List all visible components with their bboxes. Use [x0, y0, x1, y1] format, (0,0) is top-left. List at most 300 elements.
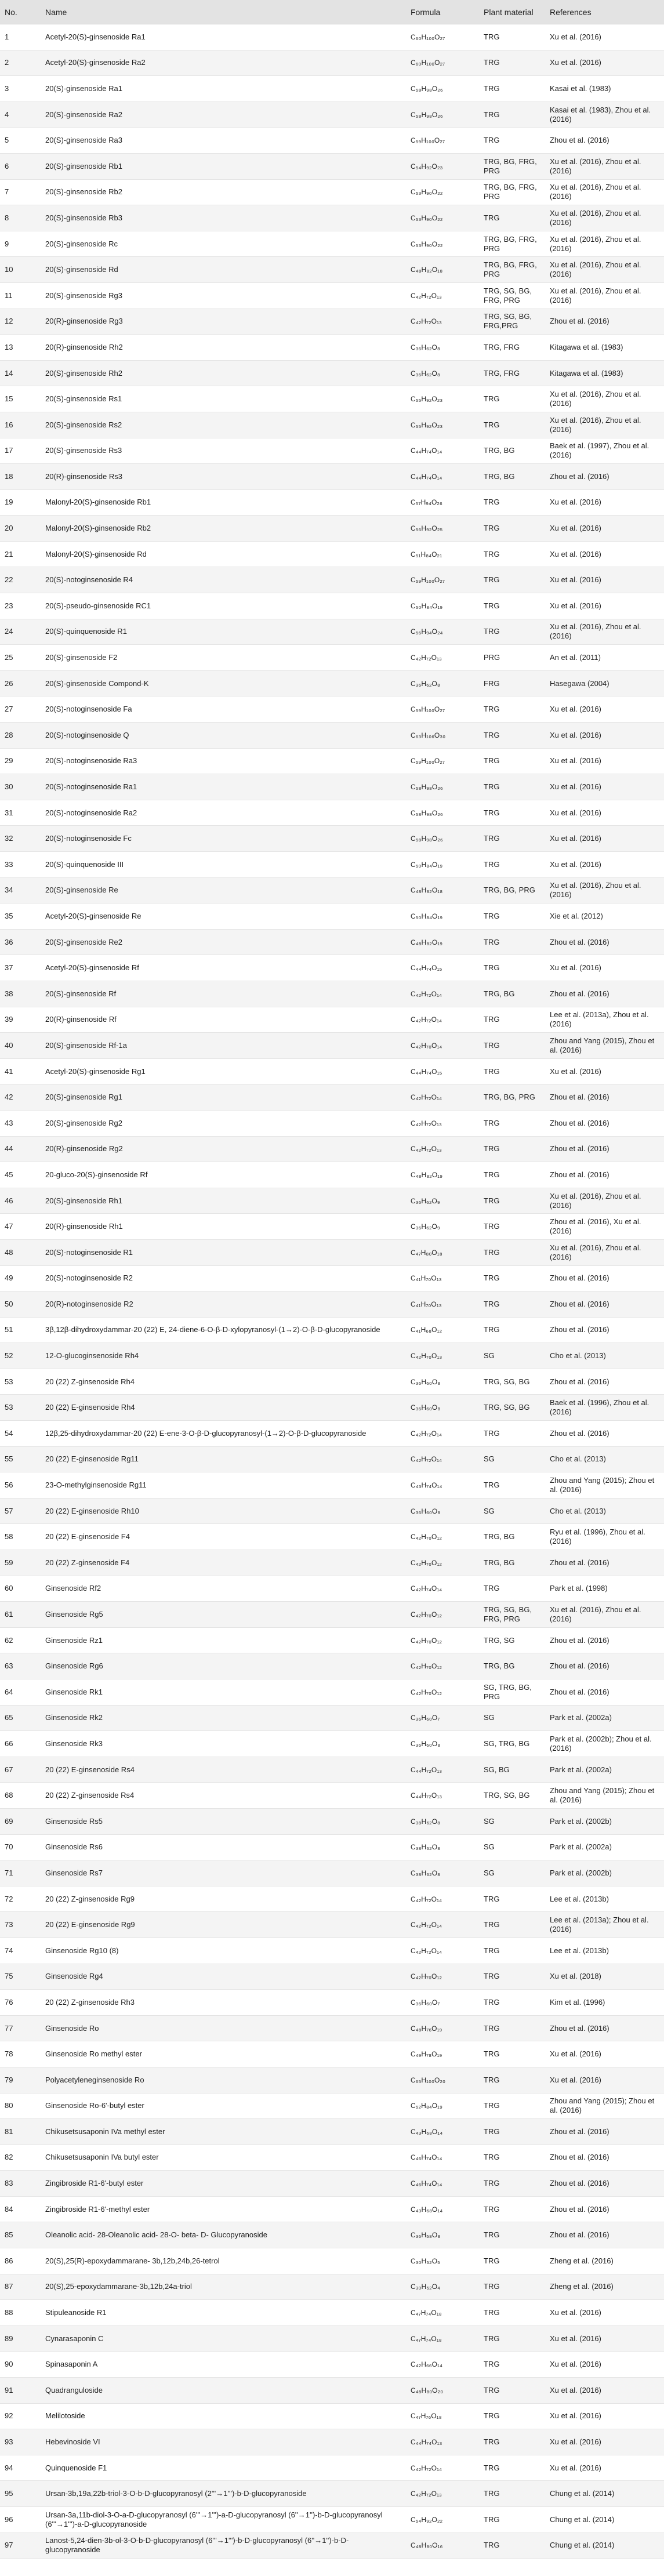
- cell-references: Zhou et al. (2016): [545, 1084, 664, 1111]
- cell-plant-material: TRG: [479, 1110, 545, 1136]
- cell-no: 3: [0, 76, 41, 102]
- cell-references: Zhou et al. (2016): [545, 1369, 664, 1395]
- cell-no: 82: [0, 2145, 41, 2171]
- table-row: [0, 1007, 664, 1033]
- cell-formula: C₄₂H₇₂O₁₄: [406, 1421, 479, 1447]
- cell-name: 20(S)-ginsenoside Rg2: [41, 1110, 406, 1136]
- cell-no: 52: [0, 1343, 41, 1369]
- cell-no: 40: [0, 1033, 41, 1059]
- cell-name: Acetyl-20(S)-ginsenoside Re: [41, 904, 406, 930]
- table-row: [0, 1757, 664, 1783]
- cell-plant-material: TRG: [479, 1964, 545, 1990]
- cell-formula: C₃₈H₆₂O₈: [406, 1808, 479, 1834]
- table-row: [0, 826, 664, 852]
- table-row: [0, 2248, 664, 2274]
- cell-name: Ginsenoside Rk1: [41, 1679, 406, 1706]
- cell-name: 20(S)-ginsenoside Ra1: [41, 76, 406, 102]
- table-row: [0, 1058, 664, 1084]
- cell-formula: C₄₂H₇₂O₁₃: [406, 1110, 479, 1136]
- cell-formula: C₃₀H₅₂O₄: [406, 2274, 479, 2300]
- cell-plant-material: TRG: [479, 748, 545, 774]
- header-plant-material: Plant material: [479, 0, 545, 24]
- cell-formula: C₄₂H₇₀O₁₄: [406, 1033, 479, 1059]
- table-row: [0, 1731, 664, 1757]
- table-row: [0, 2145, 664, 2171]
- table-row: [0, 1343, 664, 1369]
- cell-name: 20 (22) E-ginsenoside Rh4: [41, 1395, 406, 1421]
- cell-plant-material: TRG: [479, 2248, 545, 2274]
- cell-references: Xu et al. (2016): [545, 2352, 664, 2378]
- cell-plant-material: SG: [479, 1834, 545, 1860]
- cell-plant-material: TRG: [479, 904, 545, 930]
- cell-formula: C₄₃H₆₈O₁₄: [406, 2119, 479, 2145]
- table-row: [0, 1627, 664, 1653]
- cell-name: 20(S)-notoginsenoside Ra2: [41, 800, 406, 826]
- cell-references: Xu et al. (2016): [545, 955, 664, 981]
- cell-formula: C₅₃H₉₀O₂₂: [406, 205, 479, 231]
- cell-plant-material: TRG: [479, 774, 545, 800]
- cell-name: Ginsenoside Ro: [41, 2015, 406, 2041]
- cell-formula: C₃₆H₆₀O₈: [406, 1369, 479, 1395]
- cell-plant-material: SG, TRG, BG, PRG: [479, 1679, 545, 1706]
- cell-formula: C₆₀H₁₀₀O₂₇: [406, 50, 479, 76]
- cell-name: 20(S),25(R)-epoxydammarane- 3b,12b,24b,26-tetrol: [41, 2248, 406, 2274]
- cell-no: 43: [0, 1110, 41, 1136]
- table-row: [0, 179, 664, 205]
- cell-plant-material: SG: [479, 1705, 545, 1731]
- cell-name: 20(S)-ginsenoside Rb1: [41, 153, 406, 179]
- cell-references: Xu et al. (2016): [545, 489, 664, 516]
- cell-formula: C₃₆H₆₂O₉: [406, 1188, 479, 1214]
- cell-plant-material: TRG, SG, BG, FRG, PRG: [479, 282, 545, 309]
- cell-no: 50: [0, 1291, 41, 1318]
- cell-no: 72: [0, 1886, 41, 1912]
- cell-no: 93: [0, 2429, 41, 2455]
- table-row: [0, 1498, 664, 1524]
- cell-no: 24: [0, 619, 41, 645]
- cell-references: Kitagawa et al. (1983): [545, 335, 664, 361]
- cell-no: 76: [0, 1990, 41, 2016]
- cell-no: 62: [0, 1627, 41, 1653]
- cell-name: 20 (22) E-ginsenoside Rs4: [41, 1757, 406, 1783]
- cell-no: 71: [0, 1860, 41, 1886]
- cell-formula: C₄₁H₆₈O₁₂: [406, 1317, 479, 1343]
- cell-plant-material: TRG, BG, FRG, PRG: [479, 179, 545, 205]
- cell-references: Xu et al. (2016), Zhou et al. (2016): [545, 205, 664, 231]
- table-row: [0, 309, 664, 335]
- cell-formula: C₄₂H₇₀O₁₂: [406, 1627, 479, 1653]
- cell-name: 20(S)-ginsenoside Rh2: [41, 360, 406, 386]
- cell-name: Malonyl-20(S)-ginsenoside Rd: [41, 541, 406, 567]
- cell-references: Lee et al. (2013a); Zhou et al. (2016): [545, 1912, 664, 1938]
- cell-plant-material: TRG: [479, 2325, 545, 2352]
- cell-no: 66: [0, 1731, 41, 1757]
- table-row: [0, 516, 664, 542]
- cell-name: Lanost-5,24-dien-3b-ol-3-O-b-D-glucopyranosyl (6'''→1''')-b-D-glucopyranosyl (6''→1'')-b-D-glucopyranoside: [41, 2533, 406, 2559]
- cell-references: Zhou et al. (2016): [545, 1265, 664, 1291]
- table-row: [0, 2093, 664, 2119]
- table-row: [0, 1188, 664, 1214]
- cell-formula: C₄₄H₇₂O₁₃: [406, 1783, 479, 1809]
- cell-formula: C₅₃H₉₀O₂₂: [406, 231, 479, 257]
- cell-plant-material: SG: [479, 1860, 545, 1886]
- cell-plant-material: TRG: [479, 205, 545, 231]
- cell-no: 69: [0, 1808, 41, 1834]
- cell-name: Chikusetsusaponin IVa butyl ester: [41, 2145, 406, 2171]
- cell-formula: C₄₈H₈₀O₁₆: [406, 2533, 479, 2559]
- cell-references: Zhou et al. (2016): [545, 1679, 664, 1706]
- cell-formula: C₄₈H₈₂O₁₉: [406, 929, 479, 955]
- cell-plant-material: TRG, BG: [479, 981, 545, 1007]
- cell-formula: C₄₂H₇₂O₁₄: [406, 1446, 479, 1472]
- cell-formula: C₄₇H₈₀O₁₈: [406, 1239, 479, 1265]
- cell-name: 20(S)-ginsenoside Compond-K: [41, 670, 406, 696]
- cell-name: 20(S)-notoginsenoside Ra3: [41, 748, 406, 774]
- cell-references: Xie et al. (2012): [545, 904, 664, 930]
- cell-name: 20 (22) E-ginsenoside Rg11: [41, 1446, 406, 1472]
- cell-name: Malonyl-20(S)-ginsenoside Rb1: [41, 489, 406, 516]
- cell-no: 85: [0, 2222, 41, 2248]
- cell-name: 12-O-glucoginsenoside Rh4: [41, 1343, 406, 1369]
- cell-name: 20(S)-notoginsenoside Fa: [41, 696, 406, 723]
- cell-references: Xu et al. (2016): [545, 2300, 664, 2326]
- cell-formula: C₅₈H₉₈O₂₆: [406, 101, 479, 128]
- cell-formula: C₅₄H₉₂O₂₂: [406, 2507, 479, 2533]
- cell-name: Polyacetyleneginsenoside Ro: [41, 2067, 406, 2093]
- cell-references: Lee et al. (2013b): [545, 1886, 664, 1912]
- cell-references: Chung et al. (2014): [545, 2507, 664, 2533]
- cell-plant-material: TRG, BG: [479, 1653, 545, 1679]
- cell-references: Xu et al. (2016), Zhou et al. (2016): [545, 282, 664, 309]
- table-row: [0, 1291, 664, 1318]
- cell-formula: C₃₈H₆₂O₈: [406, 1834, 479, 1860]
- cell-plant-material: TRG: [479, 1421, 545, 1447]
- cell-plant-material: TRG: [479, 2067, 545, 2093]
- cell-name: 20(R)-ginsenoside Rh1: [41, 1214, 406, 1240]
- cell-formula: C₄₃H₇₄O₁₄: [406, 1472, 479, 1499]
- cell-no: 94: [0, 2455, 41, 2481]
- cell-no: 37: [0, 955, 41, 981]
- cell-references: Xu et al. (2016), Zhou et al. (2016): [545, 153, 664, 179]
- cell-formula: C₅₆H₉₂O₂₅: [406, 516, 479, 542]
- cell-name: 20(S)-ginsenoside Rf-1a: [41, 1033, 406, 1059]
- table-row: [0, 541, 664, 567]
- cell-formula: C₃₆H₆₀O₈: [406, 1395, 479, 1421]
- cell-plant-material: TRG: [479, 412, 545, 438]
- cell-formula: C₅₈H₉₈O₂₆: [406, 76, 479, 102]
- table-row: [0, 2222, 664, 2248]
- cell-no: 55: [0, 1446, 41, 1472]
- cell-no: 1: [0, 24, 41, 50]
- cell-formula: C₅₀H₈₄O₁₉: [406, 593, 479, 619]
- cell-formula: C₅₆H₉₄O₂₄: [406, 619, 479, 645]
- cell-references: Xu et al. (2016): [545, 2378, 664, 2404]
- cell-references: Xu et al. (2018): [545, 1964, 664, 1990]
- cell-no: 27: [0, 696, 41, 723]
- cell-no: 18: [0, 464, 41, 490]
- cell-name: Ursan-3a,11b-diol-3-O-a-D-glucopyranosyl (6'''→1''')-a-D-glucopyranosyl (6''→1'')-b-D-glucopyranosyl (6'''→1''')-a-D-glucopyranoside: [41, 2507, 406, 2533]
- table-row: [0, 1265, 664, 1291]
- cell-formula: C₄₂H₇₂O₁₃: [406, 2481, 479, 2507]
- cell-plant-material: TRG, BG, FRG, PRG: [479, 153, 545, 179]
- cell-plant-material: TRG: [479, 1007, 545, 1033]
- cell-no: 74: [0, 1938, 41, 1964]
- cell-no: 16: [0, 412, 41, 438]
- cell-formula: C₅₅H₉₂O₂₃: [406, 386, 479, 412]
- cell-no: 23: [0, 593, 41, 619]
- cell-references: Xu et al. (2016): [545, 2325, 664, 2352]
- cell-references: Zhou and Yang (2015); Zhou et al. (2016): [545, 1472, 664, 1499]
- cell-name: Ginsenoside Rs6: [41, 1834, 406, 1860]
- cell-formula: C₄₂H₇₀O₁₂: [406, 1550, 479, 1576]
- cell-plant-material: TRG: [479, 929, 545, 955]
- cell-formula: C₃₆H₆₂O₈: [406, 670, 479, 696]
- table-row: [0, 24, 664, 50]
- cell-formula: C₄₂H₇₂O₁₃: [406, 282, 479, 309]
- header-name: Name: [41, 0, 406, 24]
- cell-name: Acetyl-20(S)-ginsenoside Rg1: [41, 1058, 406, 1084]
- cell-no: 56: [0, 1472, 41, 1499]
- cell-references: Xu et al. (2016): [545, 2403, 664, 2429]
- cell-no: 63: [0, 1653, 41, 1679]
- cell-plant-material: TRG: [479, 2429, 545, 2455]
- cell-plant-material: TRG, SG, BG, FRG,PRG: [479, 309, 545, 335]
- cell-references: Lee et al. (2013b): [545, 1938, 664, 1964]
- cell-name: 20(S)-ginsenoside F2: [41, 645, 406, 671]
- table-row: [0, 774, 664, 800]
- cell-formula: C₄₆H₇₄O₁₄: [406, 2145, 479, 2171]
- cell-references: Xu et al. (2016): [545, 50, 664, 76]
- cell-plant-material: TRG: [479, 1472, 545, 1499]
- cell-plant-material: TRG: [479, 723, 545, 749]
- cell-formula: C₅₄H₉₂O₂₃: [406, 153, 479, 179]
- cell-references: Xu et al. (2016): [545, 852, 664, 878]
- cell-no: 92: [0, 2403, 41, 2429]
- cell-plant-material: TRG: [479, 2196, 545, 2222]
- cell-formula: C₆₃H₁₀₆O₃₀: [406, 723, 479, 749]
- cell-plant-material: SG: [479, 1498, 545, 1524]
- cell-no: 38: [0, 981, 41, 1007]
- table-row: [0, 1705, 664, 1731]
- cell-references: Zhou et al. (2016): [545, 464, 664, 490]
- cell-no: 83: [0, 2171, 41, 2197]
- cell-plant-material: TRG: [479, 2119, 545, 2145]
- cell-plant-material: TRG: [479, 1291, 545, 1318]
- table-row: [0, 1033, 664, 1059]
- cell-name: 20(S)-ginsenoside Rb3: [41, 205, 406, 231]
- cell-references: Zhou et al. (2016): [545, 1627, 664, 1653]
- cell-plant-material: TRG, BG: [479, 464, 545, 490]
- cell-references: Zhou et al. (2016): [545, 981, 664, 1007]
- cell-formula: C₅₉H₁₀₀O₂₇: [406, 567, 479, 593]
- cell-plant-material: TRG: [479, 2403, 545, 2429]
- table-row: [0, 1886, 664, 1912]
- cell-name: Oleanolic acid- 28-Oleanolic acid- 28-O- beta- D- Glucopyranoside: [41, 2222, 406, 2248]
- cell-plant-material: TRG: [479, 2274, 545, 2300]
- cell-plant-material: TRG, SG, BG: [479, 1369, 545, 1395]
- table-row: [0, 2352, 664, 2378]
- cell-name: 20(S)-ginsenoside Re: [41, 877, 406, 904]
- cell-no: 7: [0, 179, 41, 205]
- table-row: [0, 282, 664, 309]
- cell-formula: C₃₆H₆₀O₈: [406, 1498, 479, 1524]
- cell-name: 20 (22) Z-ginsenoside Rs4: [41, 1783, 406, 1809]
- cell-references: Xu et al. (2016), Zhou et al. (2016): [545, 386, 664, 412]
- cell-references: Xu et al. (2016): [545, 2067, 664, 2093]
- cell-formula: C₄₉H₇₈O₁₉: [406, 2041, 479, 2067]
- cell-plant-material: TRG: [479, 2015, 545, 2041]
- cell-references: Zhou et al. (2016), Xu et al. (2016): [545, 1214, 664, 1240]
- cell-formula: C₄₂H₇₀O₁₂: [406, 1653, 479, 1679]
- cell-plant-material: SG: [479, 1343, 545, 1369]
- cell-plant-material: TRG, SG, BG: [479, 1395, 545, 1421]
- cell-no: 90: [0, 2352, 41, 2378]
- header-formula: Formula: [406, 0, 479, 24]
- table-row: [0, 1990, 664, 2016]
- cell-no: 84: [0, 2196, 41, 2222]
- table-row: [0, 1084, 664, 1111]
- cell-name: 20(S)-pseudo-ginsenoside RC1: [41, 593, 406, 619]
- table-row: [0, 800, 664, 826]
- cell-no: 12: [0, 309, 41, 335]
- cell-no: 20: [0, 516, 41, 542]
- cell-no: 91: [0, 2378, 41, 2404]
- cell-references: Xu et al. (2016): [545, 541, 664, 567]
- table-row: [0, 670, 664, 696]
- cell-no: 41: [0, 1058, 41, 1084]
- cell-references: Cho et al. (2013): [545, 1446, 664, 1472]
- cell-name: 20 (22) Z-ginsenoside Rh3: [41, 1990, 406, 2016]
- cell-no: 15: [0, 386, 41, 412]
- table-row: [0, 1317, 664, 1343]
- table-row: [0, 1602, 664, 1628]
- table-row: [0, 1860, 664, 1886]
- cell-formula: C₅₇H₉₄O₂₆: [406, 489, 479, 516]
- cell-name: 20(R)-ginsenoside Rf: [41, 1007, 406, 1033]
- cell-references: Park et al. (2002a): [545, 1757, 664, 1783]
- cell-no: 31: [0, 800, 41, 826]
- cell-name: 20(S),25-epoxydammarane-3b,12b,24a-triol: [41, 2274, 406, 2300]
- table-row: [0, 2300, 664, 2326]
- cell-formula: C₅₉H₁₀₀O₂₇: [406, 128, 479, 154]
- cell-references: Xu et al. (2016), Zhou et al. (2016): [545, 257, 664, 283]
- cell-plant-material: PRG: [479, 645, 545, 671]
- cell-plant-material: TRG: [479, 1214, 545, 1240]
- cell-name: 20(S)-ginsenoside Rc: [41, 231, 406, 257]
- table-row: [0, 1653, 664, 1679]
- cell-formula: C₃₆H₆₂O₈: [406, 335, 479, 361]
- cell-formula: C₄₂H₇₂O₁₃: [406, 1136, 479, 1162]
- table-row: [0, 128, 664, 154]
- cell-formula: C₆₅H₁₀₀O₂₀: [406, 2067, 479, 2093]
- cell-formula: C₅₈H₉₈O₂₆: [406, 774, 479, 800]
- cell-name: 20 (22) Z-ginsenoside Rg9: [41, 1886, 406, 1912]
- cell-references: Zhou et al. (2016): [545, 309, 664, 335]
- cell-formula: C₄₈H₈₂O₁₈: [406, 877, 479, 904]
- cell-formula: C₄₄H₇₄O₁₅: [406, 1058, 479, 1084]
- cell-no: 64: [0, 1679, 41, 1706]
- cell-name: 20 (22) Z-ginsenoside F4: [41, 1550, 406, 1576]
- cell-plant-material: TRG: [479, 128, 545, 154]
- table-row: [0, 567, 664, 593]
- header-references: References: [545, 0, 664, 24]
- cell-no: 97: [0, 2533, 41, 2559]
- cell-formula: C₄₂H₇₀O₁₂: [406, 1524, 479, 1550]
- cell-name: 20(S)-ginsenoside Rb2: [41, 179, 406, 205]
- table-row: [0, 231, 664, 257]
- cell-plant-material: TRG, BG, FRG, PRG: [479, 257, 545, 283]
- cell-name: 20(S)-notoginsenoside Q: [41, 723, 406, 749]
- cell-name: Chikusetsusaponin IVa methyl ester: [41, 2119, 406, 2145]
- cell-references: Ryu et al. (1996), Zhou et al. (2016): [545, 1524, 664, 1550]
- cell-formula: C₄₇H₇₄O₁₈: [406, 2325, 479, 2352]
- cell-references: Zhou et al. (2016): [545, 2119, 664, 2145]
- cell-no: 57: [0, 1498, 41, 1524]
- cell-name: Acetyl-20(S)-ginsenoside Ra2: [41, 50, 406, 76]
- cell-formula: C₄₂H₇₀O₁₂: [406, 1602, 479, 1628]
- cell-formula: C₅₃H₉₀O₂₂: [406, 179, 479, 205]
- cell-name: Ginsenoside Rg4: [41, 1964, 406, 1990]
- table-row: [0, 2015, 664, 2041]
- cell-no: 5: [0, 128, 41, 154]
- cell-no: 51: [0, 1317, 41, 1343]
- cell-references: Park et al. (2002b); Zhou et al. (2016): [545, 1731, 664, 1757]
- cell-name: 20(S)-notoginsenoside R1: [41, 1239, 406, 1265]
- cell-name: Ginsenoside Rs5: [41, 1808, 406, 1834]
- cell-references: Kim et al. (1996): [545, 1990, 664, 2016]
- cell-references: Zhou et al. (2016): [545, 929, 664, 955]
- cell-name: 20(S)-ginsenoside Ra2: [41, 101, 406, 128]
- cell-name: 20 (22) E-ginsenoside Rh10: [41, 1498, 406, 1524]
- cell-name: Acetyl-20(S)-ginsenoside Rf: [41, 955, 406, 981]
- cell-references: Xu et al. (2016), Zhou et al. (2016): [545, 1602, 664, 1628]
- cell-plant-material: SG: [479, 1446, 545, 1472]
- cell-references: Xu et al. (2016): [545, 516, 664, 542]
- cell-no: 33: [0, 852, 41, 878]
- table-row: [0, 696, 664, 723]
- cell-plant-material: TRG, BG, PRG: [479, 877, 545, 904]
- cell-references: Zhou et al. (2016): [545, 1317, 664, 1343]
- cell-formula: C₄₂H₇₂O₁₄: [406, 1007, 479, 1033]
- cell-no: 44: [0, 1136, 41, 1162]
- cell-no: 6: [0, 153, 41, 179]
- cell-no: 73: [0, 1912, 41, 1938]
- cell-plant-material: TRG, SG: [479, 1627, 545, 1653]
- cell-plant-material: TRG: [479, 852, 545, 878]
- cell-no: 36: [0, 929, 41, 955]
- cell-references: Xu et al. (2016), Zhou et al. (2016): [545, 619, 664, 645]
- cell-formula: C₄₂H₇₄O₁₄: [406, 1576, 479, 1602]
- cell-no: 4: [0, 101, 41, 128]
- cell-formula: C₄₈H₈₂O₁₉: [406, 1162, 479, 1188]
- cell-no: 35: [0, 904, 41, 930]
- cell-plant-material: TRG: [479, 101, 545, 128]
- cell-references: Zhou and Yang (2015); Zhou et al. (2016): [545, 2093, 664, 2119]
- cell-plant-material: TRG: [479, 2455, 545, 2481]
- cell-no: 58: [0, 1524, 41, 1550]
- cell-name: 20(S)-notoginsenoside Fc: [41, 826, 406, 852]
- cell-formula: C₃₆H₆₀O₈: [406, 1731, 479, 1757]
- cell-no: 79: [0, 2067, 41, 2093]
- cell-name: Melilotoside: [41, 2403, 406, 2429]
- cell-references: Xu et al. (2016): [545, 567, 664, 593]
- cell-formula: C₄₁H₇₀O₁₃: [406, 1291, 479, 1318]
- table-row: [0, 2119, 664, 2145]
- cell-no: 89: [0, 2325, 41, 2352]
- cell-plant-material: TRG: [479, 50, 545, 76]
- cell-references: Zhou et al. (2016): [545, 1162, 664, 1188]
- cell-no: 59: [0, 1550, 41, 1576]
